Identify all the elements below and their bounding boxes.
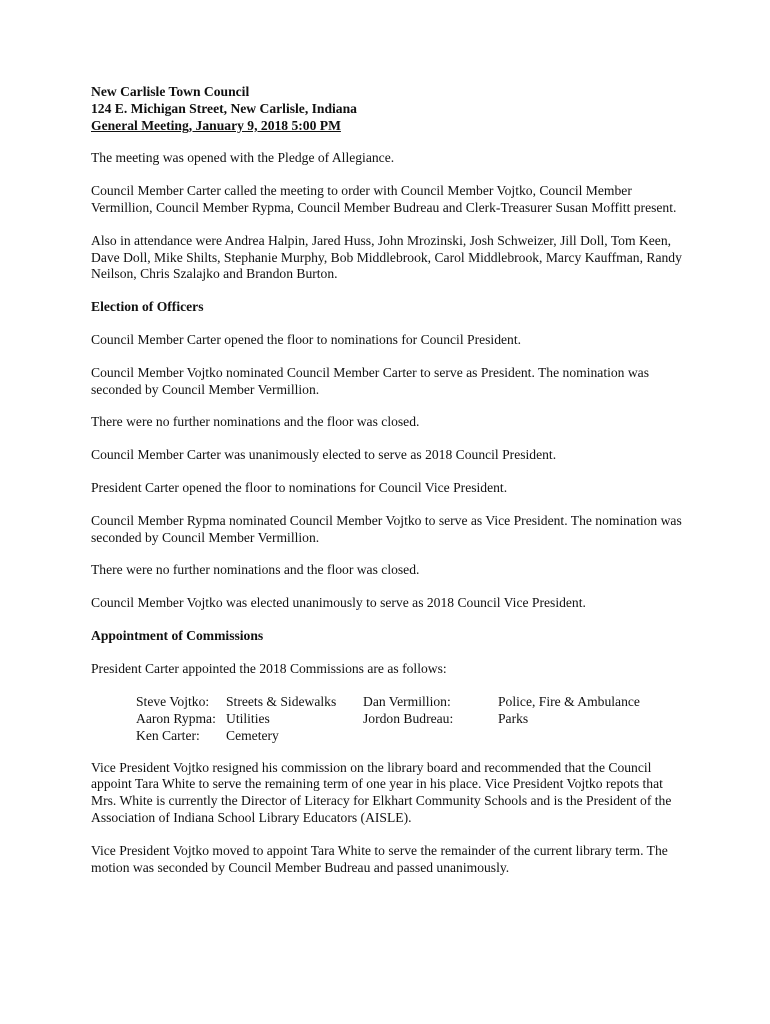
commission-assignment: Utilities <box>226 710 270 726</box>
commission-assignment: Streets & Sidewalks <box>226 693 337 709</box>
election-paragraph: Council Member Carter opened the floor to nominations for Council President. <box>91 331 522 347</box>
election-paragraph: Council Member Rypma nominated Council Member Vojtko to serve as Vice President. The nomination was seconded by Council Member Vermillion. <box>91 512 682 545</box>
election-paragraph: Council Member Carter was unanimously elected to serve as 2018 Council President. <box>91 447 557 463</box>
election-paragraph: There were no further nominations and the floor was closed. <box>91 414 420 430</box>
commission-row <box>91 694 691 711</box>
library-resignation-paragraph: Vice President Vojtko resigned his commission on the library board and recommended that the Council appoint Tara White to serve the remaining term of one year in his place. Vice President Vojtko repots that Mrs. White is currently the Director of Literacy for Elkhart Community Schools and is the President of the Association of Indiana School Library Educators (AISLE). <box>91 759 672 825</box>
pledge-paragraph: The meeting was opened with the Pledge of Allegiance. <box>91 150 395 166</box>
commission-member: Jordon Budreau: <box>363 710 454 726</box>
commission-assignment: Police, Fire & Ambulance <box>498 693 640 709</box>
library-appointment-paragraph: Vice President Vojtko moved to appoint Tara White to serve the remainder of the current library term. The motion was seconded by Council Member Budreau and passed unanimously. <box>91 842 668 875</box>
document-header <box>91 84 691 134</box>
council-address: 124 E. Michigan Street, New Carlisle, Indiana <box>91 100 357 116</box>
commissions-heading: Appointment of Commissions <box>91 627 264 643</box>
election-paragraph: Council Member Vojtko was elected unanimously to serve as 2018 Council Vice President. <box>91 595 586 611</box>
call-to-order-paragraph: Council Member Carter called the meeting to order with Council Member Vojtko, Council Member Vermillion, Council Member Rypma, Council Member Budreau and Clerk-Treasurer Susan Moffitt present. <box>91 183 677 215</box>
election-paragraph: President Carter opened the floor to nominations for Council Vice President. <box>91 479 508 495</box>
commission-row <box>91 711 691 728</box>
commission-member: Aaron Rypma: <box>136 710 216 726</box>
election-heading: Election of Officers <box>91 299 204 315</box>
commission-member: Dan Vermillion: <box>363 693 451 709</box>
council-name: New Carlisle Town Council <box>91 84 250 99</box>
election-paragraph: Council Member Vojtko nominated Council Member Carter to serve as President. The nomination was seconded by Council Member Vermillion. <box>91 364 649 397</box>
commissions-table <box>91 694 691 744</box>
commission-assignment: Cemetery <box>226 727 279 743</box>
meeting-title: General Meeting, January 9, 2018 5:00 PM <box>91 117 341 133</box>
document-page <box>91 84 691 892</box>
commissions-intro: President Carter appointed the 2018 Commissions are as follows: <box>91 660 447 676</box>
attendance-paragraph: Also in attendance were Andrea Halpin, Jared Huss, John Mrozinski, Josh Schweizer, Jill Doll, Tom Keen, Dave Doll, Mike Shilts, Stephanie Murphy, Bob Middlebrook, Carol Middlebrook, Marcy Kauffman, Randy Neilson, Chris Szalajko and Brandon Burton. <box>91 232 682 282</box>
commission-member: Steve Vojtko: <box>136 693 210 709</box>
commission-assignment: Parks <box>498 710 529 726</box>
commission-member: Ken Carter: <box>136 727 200 743</box>
election-paragraph: There were no further nominations and the floor was closed. <box>91 562 420 578</box>
commission-row <box>91 728 691 745</box>
